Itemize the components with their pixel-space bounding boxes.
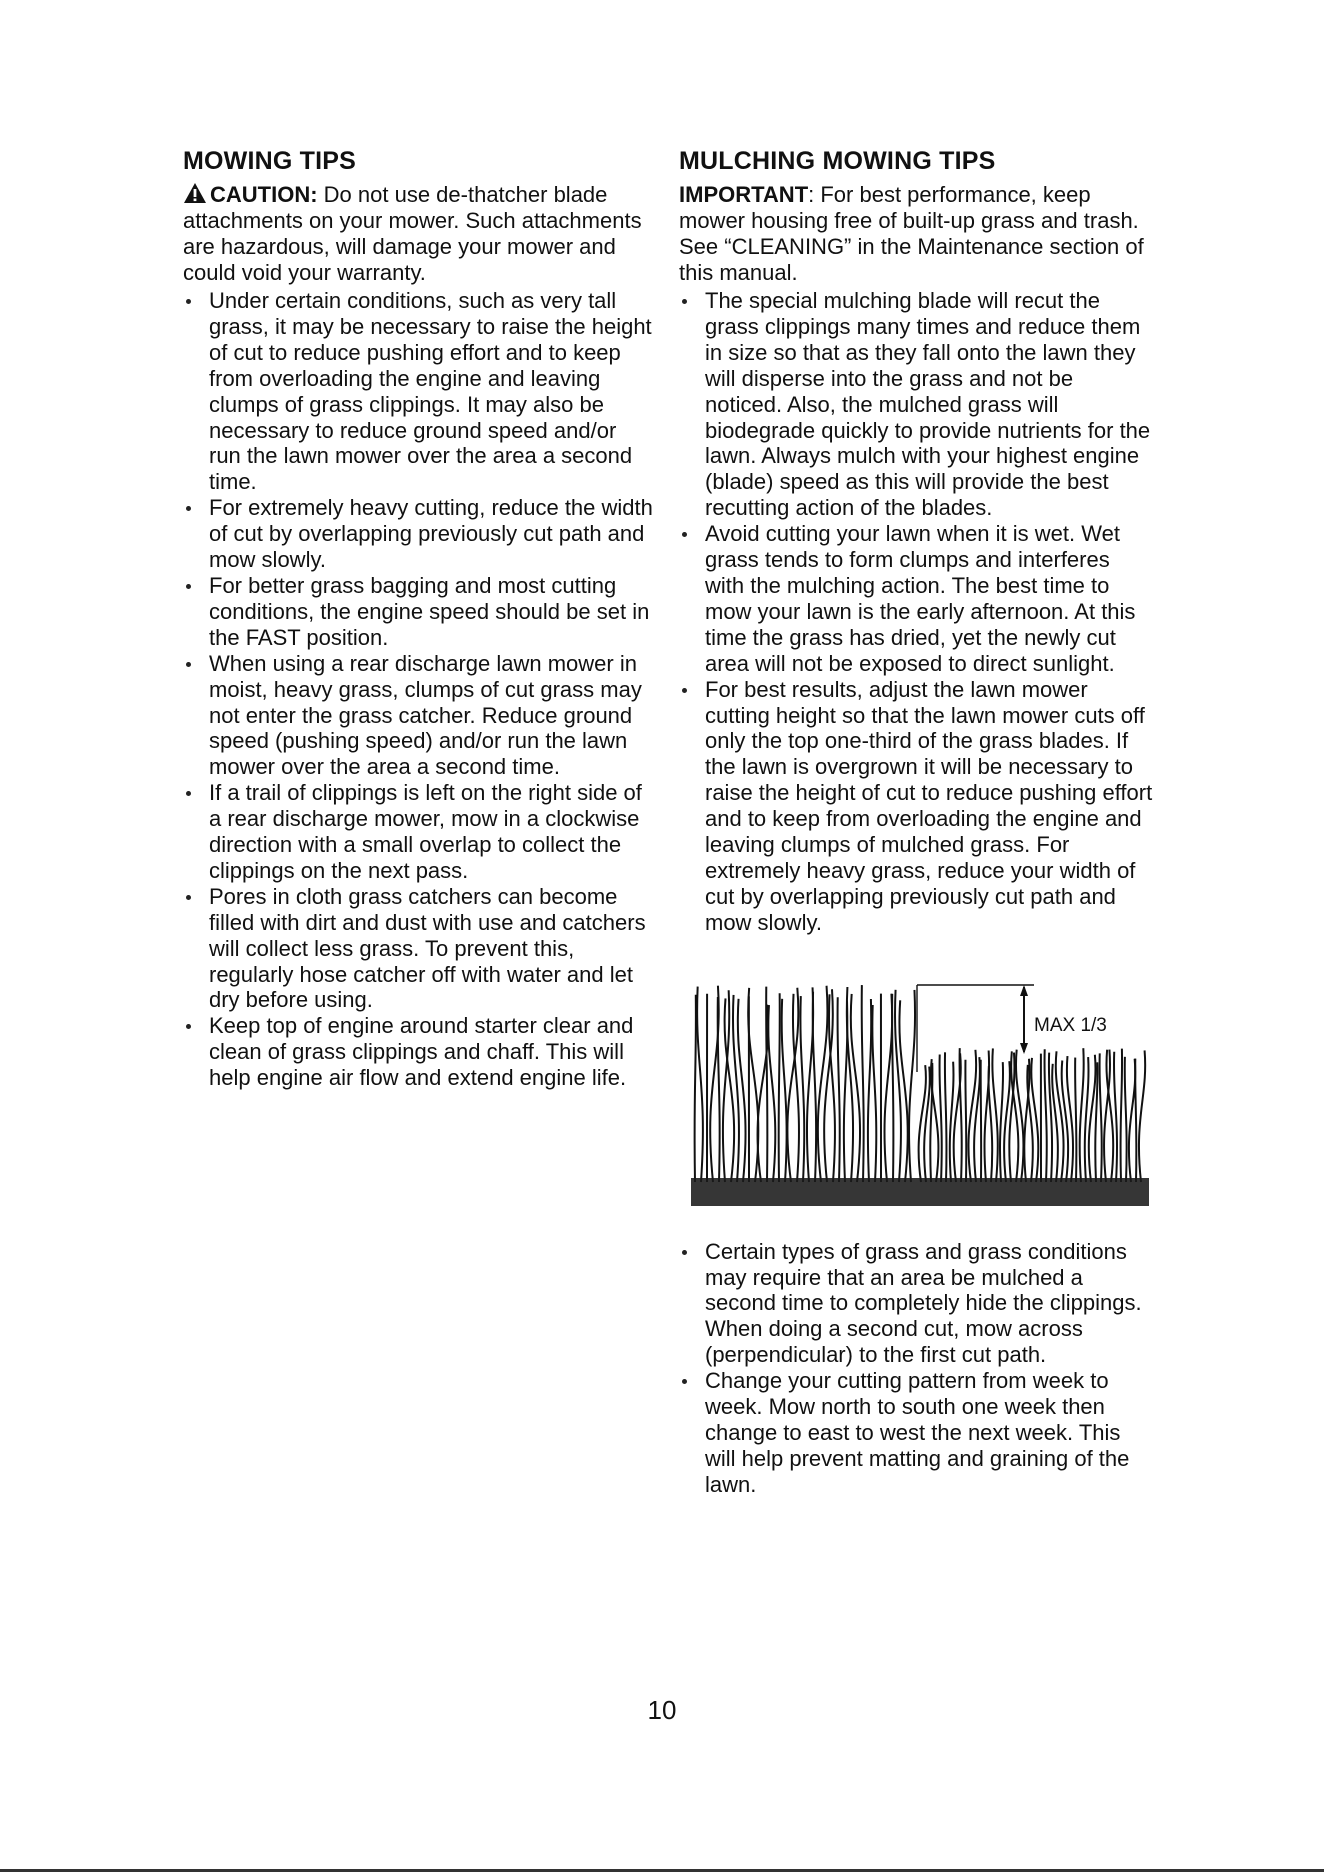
- bullet-icon: [186, 791, 191, 796]
- important-text: : For best performance, keep mower housing free of built-up grass and trash. See “CLEANING” in the Maintenance section of this manual.: [679, 182, 1144, 285]
- list-item: For best results, adjust the lawn mower cutting height so that the lawn mower cuts off only the top one-third of the grass blades. If the lawn is overgrown it will be necessary to raise the height of cut to reduce pushing effort and to keep from overloading the engine and leaving clumps of mulched grass. For extremely heavy grass, reduce your width of cut by overlapping previously cut path and mow slowly.: [679, 677, 1154, 936]
- tall-grass-group: [695, 985, 915, 1182]
- list-item: Change your cutting pattern from week to week. Mow north to south one week then change to east to west the next week. This will help prevent matting and graining of the lawn.: [679, 1368, 1154, 1498]
- list-item: Certain types of grass and grass conditions may require that an area be mulched a second time to completely hide the clippings. When doing a second cut, mow across (perpendicular) to the first cut path.: [679, 1239, 1154, 1369]
- list-item: The special mulching blade will recut the grass clippings many times and reduce them in size so that as they fall onto the lawn they will disperse into the grass and not be noticed. Also, the mulched grass will biodegrade quickly to provide nutrients for the lawn. Always mulch with your highest engine (blade) speed as this will provide the best recutting action of the blades.: [679, 288, 1154, 521]
- bullet-icon: [682, 532, 687, 537]
- max-one-third-label: MAX 1/3: [1034, 1014, 1107, 1036]
- bullet-icon: [682, 299, 687, 304]
- list-item: Under certain conditions, such as very tall grass, it may be necessary to raise the height of cut to reduce pushing effort and to keep from overloading the engine and leaving clumps of grass clippings. It may also be necessary to reduce ground speed and/or run the lawn mower over the area a second time.: [183, 288, 653, 495]
- caution-paragraph: [183, 182, 653, 286]
- bullet-icon: [186, 1024, 191, 1029]
- list-item: When using a rear discharge lawn mower in moist, heavy grass, clumps of cut grass may not enter the grass catcher. Reduce ground speed (pushing speed) and/or run the lawn mower over the area a second time.: [183, 651, 653, 781]
- important-label: IMPORTANT: [679, 182, 809, 207]
- list-item: For better grass bagging and most cutting conditions, the engine speed should be set in the FAST position.: [183, 573, 653, 651]
- bullet-icon: [186, 895, 191, 900]
- mowing-tips-column: [183, 146, 653, 1091]
- warning-triangle-icon: [183, 182, 207, 204]
- bullet-icon: [682, 1379, 687, 1384]
- mulching-tips-column: [679, 146, 1154, 1498]
- list-item: Keep top of engine around starter clear and clean of grass clippings and chaff. This will help engine air flow and extend engine life.: [183, 1013, 653, 1091]
- page-number: 10: [647, 1695, 677, 1725]
- important-paragraph: [679, 182, 1154, 286]
- mowing-tips-list: [183, 288, 653, 1091]
- list-item: Avoid cutting your lawn when it is wet. Wet grass tends to form clumps and interferes with the mulching action. The best time to mow your lawn is the early afternoon. At this time the grass has dried, yet the newly cut area will not be exposed to direct sunlight.: [679, 521, 1154, 676]
- grass-cut-height-illustration: [691, 982, 1149, 1209]
- mulching-tips-heading: MULCHING MOWING TIPS: [679, 147, 996, 175]
- list-item: Pores in cloth grass catchers can become filled with dirt and dust with use and catchers will collect less grass. To prevent this, regularly hose catcher off with water and let dry before using.: [183, 884, 653, 1014]
- caution-text: Do not use de-thatcher blade attachments on your mower. Such attachments are hazardous, will damage your mower and could void your warranty.: [183, 182, 642, 285]
- mowing-tips-heading: MOWING TIPS: [183, 147, 357, 175]
- bullet-icon: [682, 688, 687, 693]
- bullet-icon: [186, 299, 191, 304]
- mulching-tips-list: [679, 288, 1154, 936]
- list-item: If a trail of clippings is left on the right side of a rear discharge mower, mow in a clockwise direction with a small overlap to collect the clippings on the next pass.: [183, 780, 653, 884]
- bullet-icon: [186, 584, 191, 589]
- bullet-icon: [186, 662, 191, 667]
- caution-label: CAUTION:: [210, 182, 318, 207]
- list-item: For extremely heavy cutting, reduce the width of cut by overlapping previously cut path and mow slowly.: [183, 495, 653, 573]
- bullet-icon: [682, 1250, 687, 1255]
- short-grass-group: [919, 1048, 1146, 1182]
- mulching-tips-list-continued: [679, 1239, 1154, 1498]
- bullet-icon: [186, 506, 191, 511]
